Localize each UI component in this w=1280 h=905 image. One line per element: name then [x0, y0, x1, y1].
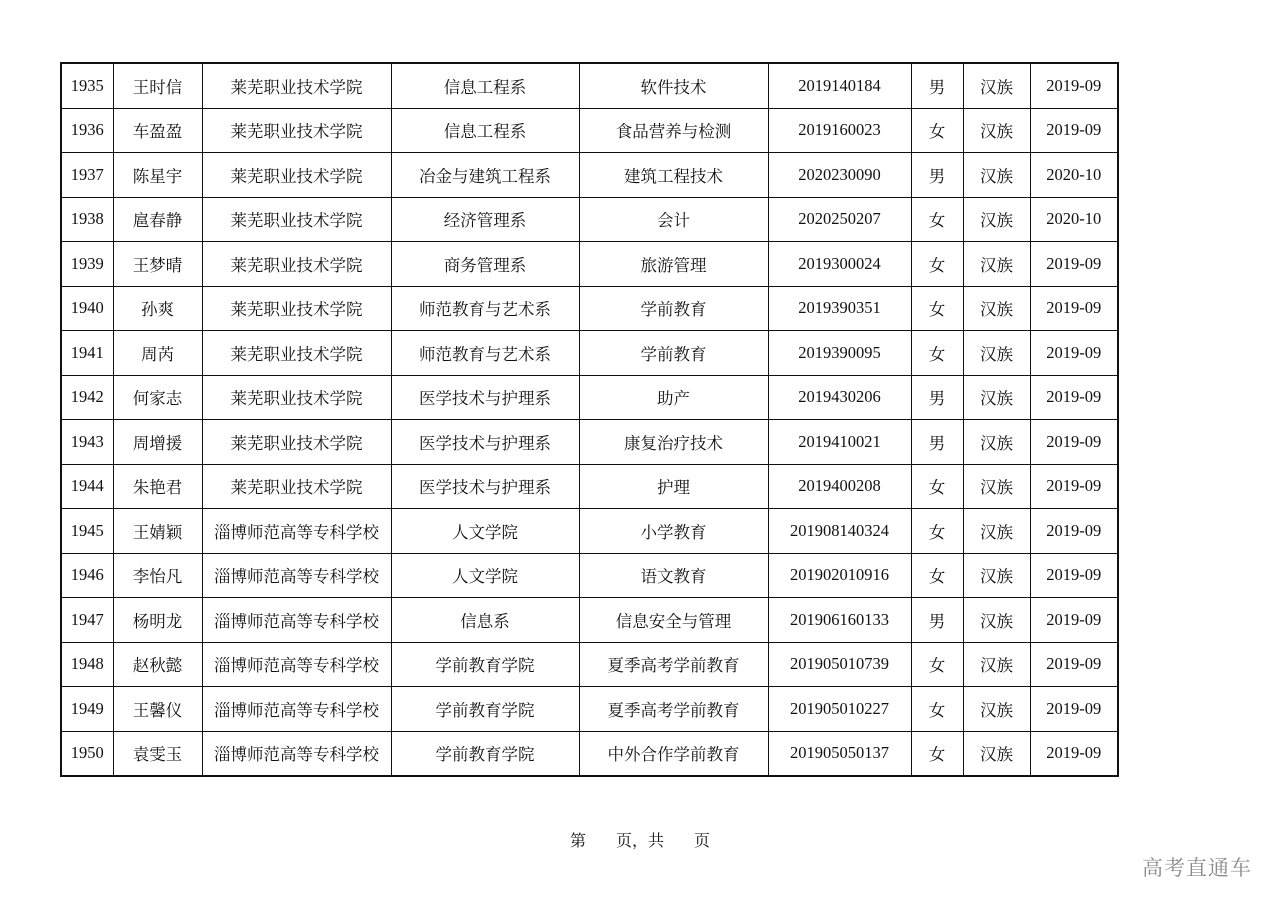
cell-school: 淄博师范高等专科学校	[202, 642, 391, 687]
cell-school: 莱芜职业技术学院	[202, 331, 391, 376]
table-row	[61, 598, 1118, 643]
cell-student-name: 赵秋懿	[113, 642, 202, 687]
cell-gender: 女	[911, 242, 963, 287]
cell-ethnicity: 汉族	[963, 63, 1030, 108]
page-footer	[0, 828, 1280, 851]
cell-enrollment-date: 2019-09	[1030, 687, 1118, 732]
cell-major: 康复治疗技术	[579, 420, 768, 465]
cell-department: 信息工程系	[391, 108, 579, 153]
cell-enrollment-date: 2020-10	[1030, 197, 1118, 242]
cell-school: 莱芜职业技术学院	[202, 108, 391, 153]
cell-gender: 女	[911, 286, 963, 331]
cell-row-number: 1950	[61, 731, 113, 776]
cell-school: 莱芜职业技术学院	[202, 63, 391, 108]
cell-major: 中外合作学前教育	[579, 731, 768, 776]
cell-major: 会计	[579, 197, 768, 242]
cell-gender: 女	[911, 464, 963, 509]
cell-major: 小学教育	[579, 509, 768, 554]
cell-major: 信息安全与管理	[579, 598, 768, 643]
cell-row-number: 1938	[61, 197, 113, 242]
cell-student-name: 杨明龙	[113, 598, 202, 643]
cell-ethnicity: 汉族	[963, 197, 1030, 242]
cell-row-number: 1941	[61, 331, 113, 376]
cell-department: 学前教育学院	[391, 687, 579, 732]
table-row	[61, 108, 1118, 153]
cell-major: 食品营养与检测	[579, 108, 768, 153]
cell-school: 淄博师范高等专科学校	[202, 509, 391, 554]
footer-total-label: 页，共	[615, 831, 664, 850]
cell-enrollment-date: 2019-09	[1030, 731, 1118, 776]
cell-department: 师范教育与艺术系	[391, 286, 579, 331]
cell-enrollment-date: 2020-10	[1030, 153, 1118, 198]
cell-ethnicity: 汉族	[963, 731, 1030, 776]
cell-school: 莱芜职业技术学院	[202, 420, 391, 465]
cell-department: 学前教育学院	[391, 642, 579, 687]
cell-gender: 男	[911, 375, 963, 420]
cell-gender: 女	[911, 731, 963, 776]
cell-student-id: 2020250207	[768, 197, 911, 242]
cell-row-number: 1939	[61, 242, 113, 287]
cell-row-number: 1945	[61, 509, 113, 554]
cell-student-name: 车盈盈	[113, 108, 202, 153]
cell-department: 商务管理系	[391, 242, 579, 287]
cell-major: 语文教育	[579, 553, 768, 598]
footer-page-label: 第	[569, 831, 586, 850]
cell-student-name: 孙爽	[113, 286, 202, 331]
cell-gender: 男	[911, 598, 963, 643]
cell-student-id: 2019410021	[768, 420, 911, 465]
cell-student-name: 王婧颖	[113, 509, 202, 554]
cell-row-number: 1946	[61, 553, 113, 598]
cell-ethnicity: 汉族	[963, 331, 1030, 376]
cell-student-id: 201906160133	[768, 598, 911, 643]
cell-department: 冶金与建筑工程系	[391, 153, 579, 198]
cell-ethnicity: 汉族	[963, 598, 1030, 643]
cell-school: 淄博师范高等专科学校	[202, 598, 391, 643]
cell-student-id: 201905050137	[768, 731, 911, 776]
table-row	[61, 731, 1118, 776]
cell-major: 夏季高考学前教育	[579, 642, 768, 687]
cell-enrollment-date: 2019-09	[1030, 331, 1118, 376]
cell-gender: 女	[911, 509, 963, 554]
cell-enrollment-date: 2019-09	[1030, 509, 1118, 554]
cell-ethnicity: 汉族	[963, 242, 1030, 287]
cell-department: 师范教育与艺术系	[391, 331, 579, 376]
cell-gender: 男	[911, 153, 963, 198]
cell-gender: 女	[911, 687, 963, 732]
cell-ethnicity: 汉族	[963, 642, 1030, 687]
cell-department: 学前教育学院	[391, 731, 579, 776]
cell-enrollment-date: 2019-09	[1030, 420, 1118, 465]
cell-department: 医学技术与护理系	[391, 420, 579, 465]
cell-student-name: 王馨仪	[113, 687, 202, 732]
table-row	[61, 642, 1118, 687]
table-row	[61, 153, 1118, 198]
table-row	[61, 509, 1118, 554]
cell-student-id: 2019400208	[768, 464, 911, 509]
cell-student-id: 2019300024	[768, 242, 911, 287]
cell-major: 旅游管理	[579, 242, 768, 287]
table-row	[61, 197, 1118, 242]
cell-ethnicity: 汉族	[963, 108, 1030, 153]
cell-student-name: 周增援	[113, 420, 202, 465]
cell-student-id: 201905010227	[768, 687, 911, 732]
cell-department: 医学技术与护理系	[391, 375, 579, 420]
cell-ethnicity: 汉族	[963, 509, 1030, 554]
cell-enrollment-date: 2019-09	[1030, 375, 1118, 420]
cell-row-number: 1936	[61, 108, 113, 153]
cell-student-id: 2019390095	[768, 331, 911, 376]
cell-student-name: 扈春静	[113, 197, 202, 242]
table-row	[61, 420, 1118, 465]
cell-major: 助产	[579, 375, 768, 420]
cell-student-id: 2019430206	[768, 375, 911, 420]
cell-school: 淄博师范高等专科学校	[202, 687, 391, 732]
cell-major: 护理	[579, 464, 768, 509]
cell-student-id: 2019160023	[768, 108, 911, 153]
cell-ethnicity: 汉族	[963, 375, 1030, 420]
cell-department: 人文学院	[391, 509, 579, 554]
student-roster-table	[60, 62, 1119, 777]
cell-student-id: 2019390351	[768, 286, 911, 331]
cell-student-name: 朱艳君	[113, 464, 202, 509]
cell-enrollment-date: 2019-09	[1030, 642, 1118, 687]
cell-student-name: 何家志	[113, 375, 202, 420]
cell-student-id: 2020230090	[768, 153, 911, 198]
cell-student-id: 201902010916	[768, 553, 911, 598]
cell-row-number: 1944	[61, 464, 113, 509]
table-row	[61, 464, 1118, 509]
cell-student-name: 李怡凡	[113, 553, 202, 598]
cell-student-name: 袁雯玉	[113, 731, 202, 776]
cell-school: 莱芜职业技术学院	[202, 242, 391, 287]
cell-enrollment-date: 2019-09	[1030, 286, 1118, 331]
cell-row-number: 1937	[61, 153, 113, 198]
table-row	[61, 286, 1118, 331]
cell-school: 莱芜职业技术学院	[202, 286, 391, 331]
table-row	[61, 242, 1118, 287]
cell-row-number: 1947	[61, 598, 113, 643]
cell-ethnicity: 汉族	[963, 153, 1030, 198]
cell-student-name: 王时信	[113, 63, 202, 108]
table-row	[61, 375, 1118, 420]
cell-row-number: 1949	[61, 687, 113, 732]
cell-enrollment-date: 2019-09	[1030, 464, 1118, 509]
cell-student-name: 王梦晴	[113, 242, 202, 287]
table-body	[61, 63, 1118, 776]
cell-student-name: 陈星宇	[113, 153, 202, 198]
cell-enrollment-date: 2019-09	[1030, 553, 1118, 598]
cell-enrollment-date: 2019-09	[1030, 108, 1118, 153]
cell-row-number: 1942	[61, 375, 113, 420]
cell-school: 莱芜职业技术学院	[202, 375, 391, 420]
cell-major: 建筑工程技术	[579, 153, 768, 198]
cell-school: 淄博师范高等专科学校	[202, 731, 391, 776]
cell-gender: 女	[911, 108, 963, 153]
cell-ethnicity: 汉族	[963, 553, 1030, 598]
cell-school: 莱芜职业技术学院	[202, 464, 391, 509]
cell-ethnicity: 汉族	[963, 286, 1030, 331]
cell-row-number: 1935	[61, 63, 113, 108]
cell-student-name: 周芮	[113, 331, 202, 376]
cell-enrollment-date: 2019-09	[1030, 242, 1118, 287]
cell-gender: 男	[911, 420, 963, 465]
cell-department: 经济管理系	[391, 197, 579, 242]
cell-major: 学前教育	[579, 286, 768, 331]
cell-school: 莱芜职业技术学院	[202, 153, 391, 198]
cell-school: 淄博师范高等专科学校	[202, 553, 391, 598]
cell-school: 莱芜职业技术学院	[202, 197, 391, 242]
cell-gender: 女	[911, 553, 963, 598]
cell-major: 学前教育	[579, 331, 768, 376]
cell-gender: 女	[911, 331, 963, 376]
table-row	[61, 331, 1118, 376]
cell-enrollment-date: 2019-09	[1030, 63, 1118, 108]
cell-ethnicity: 汉族	[963, 687, 1030, 732]
cell-row-number: 1948	[61, 642, 113, 687]
cell-department: 信息系	[391, 598, 579, 643]
cell-gender: 女	[911, 642, 963, 687]
table-row	[61, 553, 1118, 598]
table-row	[61, 687, 1118, 732]
cell-ethnicity: 汉族	[963, 464, 1030, 509]
cell-row-number: 1943	[61, 420, 113, 465]
cell-row-number: 1940	[61, 286, 113, 331]
cell-department: 医学技术与护理系	[391, 464, 579, 509]
footer-page-suffix: 页	[694, 831, 711, 850]
watermark-logo: 高考直通车	[1142, 856, 1252, 880]
cell-student-id: 201908140324	[768, 509, 911, 554]
cell-gender: 女	[911, 197, 963, 242]
cell-gender: 男	[911, 63, 963, 108]
cell-department: 人文学院	[391, 553, 579, 598]
cell-major: 软件技术	[579, 63, 768, 108]
table-row	[61, 63, 1118, 108]
cell-department: 信息工程系	[391, 63, 579, 108]
cell-ethnicity: 汉族	[963, 420, 1030, 465]
cell-student-id: 201905010739	[768, 642, 911, 687]
cell-enrollment-date: 2019-09	[1030, 598, 1118, 643]
cell-major: 夏季高考学前教育	[579, 687, 768, 732]
cell-student-id: 2019140184	[768, 63, 911, 108]
